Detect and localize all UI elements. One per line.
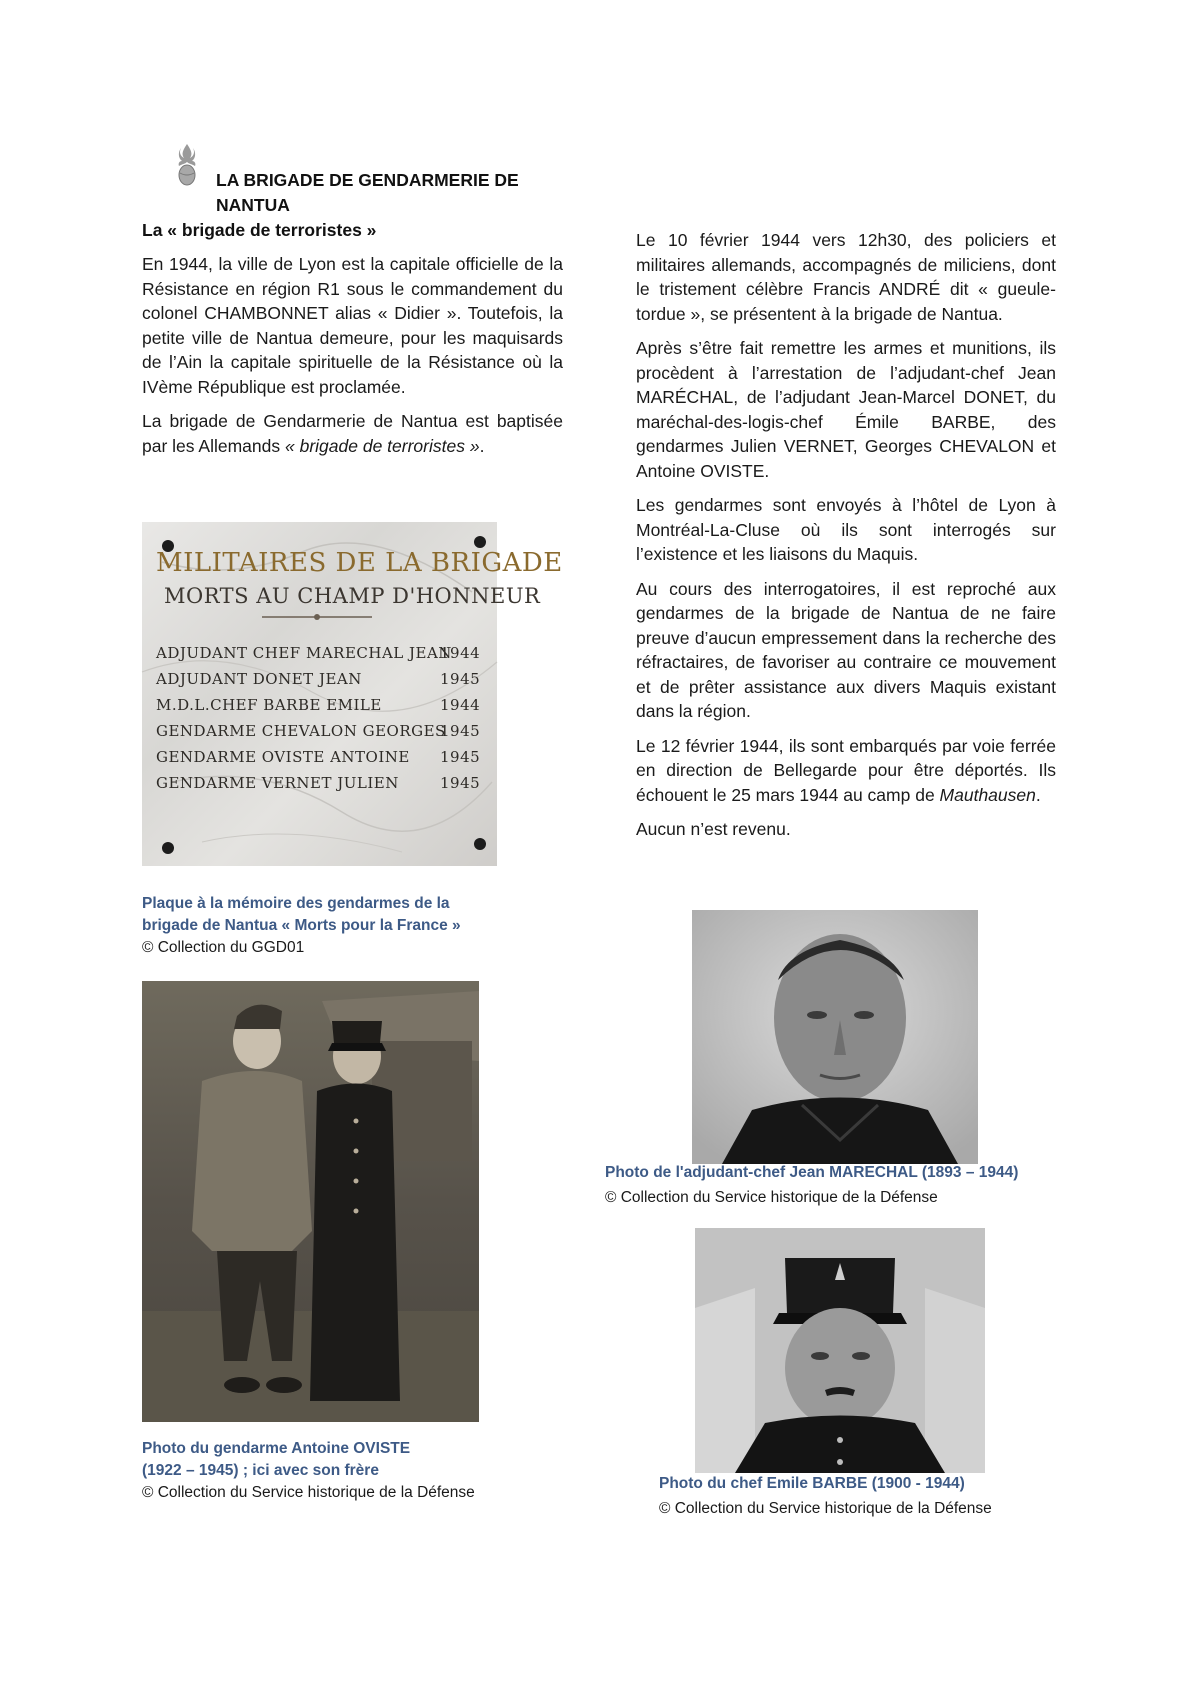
barbe-caption-copyright: © Collection du Service historique de la Défense	[659, 1500, 992, 1517]
plaque-caption-copyright: © Collection du GGD01	[142, 939, 305, 956]
plaque-row-year: 1944	[440, 696, 481, 714]
plaque-row-name: ADJUDANT DONET JEAN	[156, 670, 362, 688]
left-paragraph-2	[142, 409, 563, 458]
plaque-row-year: 1944	[440, 644, 481, 662]
plaque-caption	[142, 893, 542, 959]
page-title-line2: NANTUA	[216, 195, 290, 215]
barbe-caption-line1: Photo du chef Emile BARBE (1900 - 1944)	[659, 1475, 965, 1492]
plaque-row-name: GENDARME OVISTE ANTOINE	[156, 748, 410, 766]
oviste-brothers-photo	[142, 981, 479, 1422]
plaque-row-year: 1945	[440, 722, 481, 740]
plaque-heading-1: MILITAIRES DE LA BRIGADE	[156, 548, 563, 578]
oviste-caption	[142, 1438, 562, 1504]
oviste-caption-line1: Photo du gendarme Antoine OVISTE	[142, 1440, 411, 1457]
marechal-portrait-photo	[692, 910, 978, 1164]
plaque-row-year: 1945	[440, 774, 481, 792]
right-paragraph-5	[636, 734, 1056, 808]
left-column-text	[142, 252, 563, 458]
marechal-caption	[605, 1162, 1085, 1209]
plaque-row-name: M.D.L.CHEF BARBE EMILE	[156, 696, 382, 714]
right-paragraph-1: Le 10 février 1944 vers 12h30, des policiers et militaires allemands, accompagnés de miliciens, dont le tristement célèbre Francis ANDRÉ dit « gueule-tordue », se présentent à la brigade de Nantua.	[636, 230, 1056, 324]
page-title-line1: LA BRIGADE DE GENDARMERIE DE	[216, 170, 519, 190]
page-title	[216, 168, 576, 218]
grenade-emblem-icon	[176, 142, 198, 188]
oviste-caption-copyright: © Collection du Service historique de la Défense	[142, 1484, 475, 1501]
left-paragraph-2-end: .	[479, 435, 485, 456]
plaque-caption-line2: brigade de Nantua « Morts pour la France »	[142, 917, 461, 934]
right-paragraph-5-start: Le 12 février 1944, ils sont embarqués par voie ferrée en direction de Bellegarde pour être déportés. Ils échouent le 25 mars 1944 au camp de	[636, 735, 1056, 805]
section-subtitle: La « brigade de terroristes »	[142, 220, 377, 240]
right-paragraph-4: Au cours des interrogatoires, il est reproché aux gendarmes de la brigade de Nantua de ne faire preuve d’aucun empressement dans la recherche des réfractaires, de favoriser au contraire ce mouvement et de prêter assistance aux divers Maquis existant dans la région.	[636, 578, 1056, 721]
barbe-caption	[659, 1473, 1099, 1520]
plaque-row-year: 1945	[440, 670, 481, 688]
right-paragraph-3: Les gendarmes sont envoyés à l’hôtel de Lyon à Montréal-La-Cluse où ils sont interrogés sur l’existence et les liaisons du Maquis.	[636, 495, 1056, 564]
plaque-caption-line1: Plaque à la mémoire des gendarmes de la	[142, 895, 450, 912]
plaque-heading-2: MORTS AU CHAMP D'HONNEUR	[164, 584, 541, 608]
right-column-text	[636, 228, 1056, 842]
right-paragraph-2: Après s’être fait remettre les armes et munitions, ils procèdent à l’arrestation de l’adjudant-chef Jean MARÉCHAL, de l’adjudant Jean-Marcel DONET, du maréchal-des-logis-chef Émile BARBE, des gendarmes Julien VERNET, Georges CHEVALON et Antoine OVISTE.	[636, 338, 1056, 481]
right-paragraph-6: Aucun n’est revenu.	[636, 819, 791, 839]
right-paragraph-5-end: .	[1035, 784, 1041, 805]
plaque-row-name: GENDARME VERNET JULIEN	[156, 774, 399, 792]
left-paragraph-2-start: La brigade de Gendarmerie de Nantua est baptisée par les Allemands	[142, 411, 563, 456]
left-paragraph-2-italic: « brigade de terroristes »	[285, 435, 480, 456]
marechal-caption-line1: Photo de l'adjudant-chef Jean MARECHAL (1893 – 1944)	[605, 1164, 1019, 1181]
right-paragraph-5-italic: Mauthausen	[939, 784, 1036, 805]
left-paragraph-1: En 1944, la ville de Lyon est la capitale officielle de la Résistance en région R1 sous le commandement du colonel CHAMBONNET alias « Didier ». Toutefois, la petite ville de Nantua demeure, pour les maquisards de l’Ain la capitale spirituelle de la Résistance où la IVème République est proclamée.	[142, 254, 563, 397]
plaque-row-year: 1945	[440, 748, 481, 766]
plaque-row-name: ADJUDANT CHEF MARECHAL JEAN	[156, 644, 452, 662]
barbe-portrait-photo	[695, 1228, 985, 1473]
oviste-caption-line2: (1922 – 1945) ; ici avec son frère	[142, 1462, 379, 1479]
marechal-caption-copyright: © Collection du Service historique de la Défense	[605, 1189, 938, 1206]
memorial-plaque-photo	[142, 522, 563, 866]
plaque-row-name: GENDARME CHEVALON GEORGES	[156, 722, 446, 740]
